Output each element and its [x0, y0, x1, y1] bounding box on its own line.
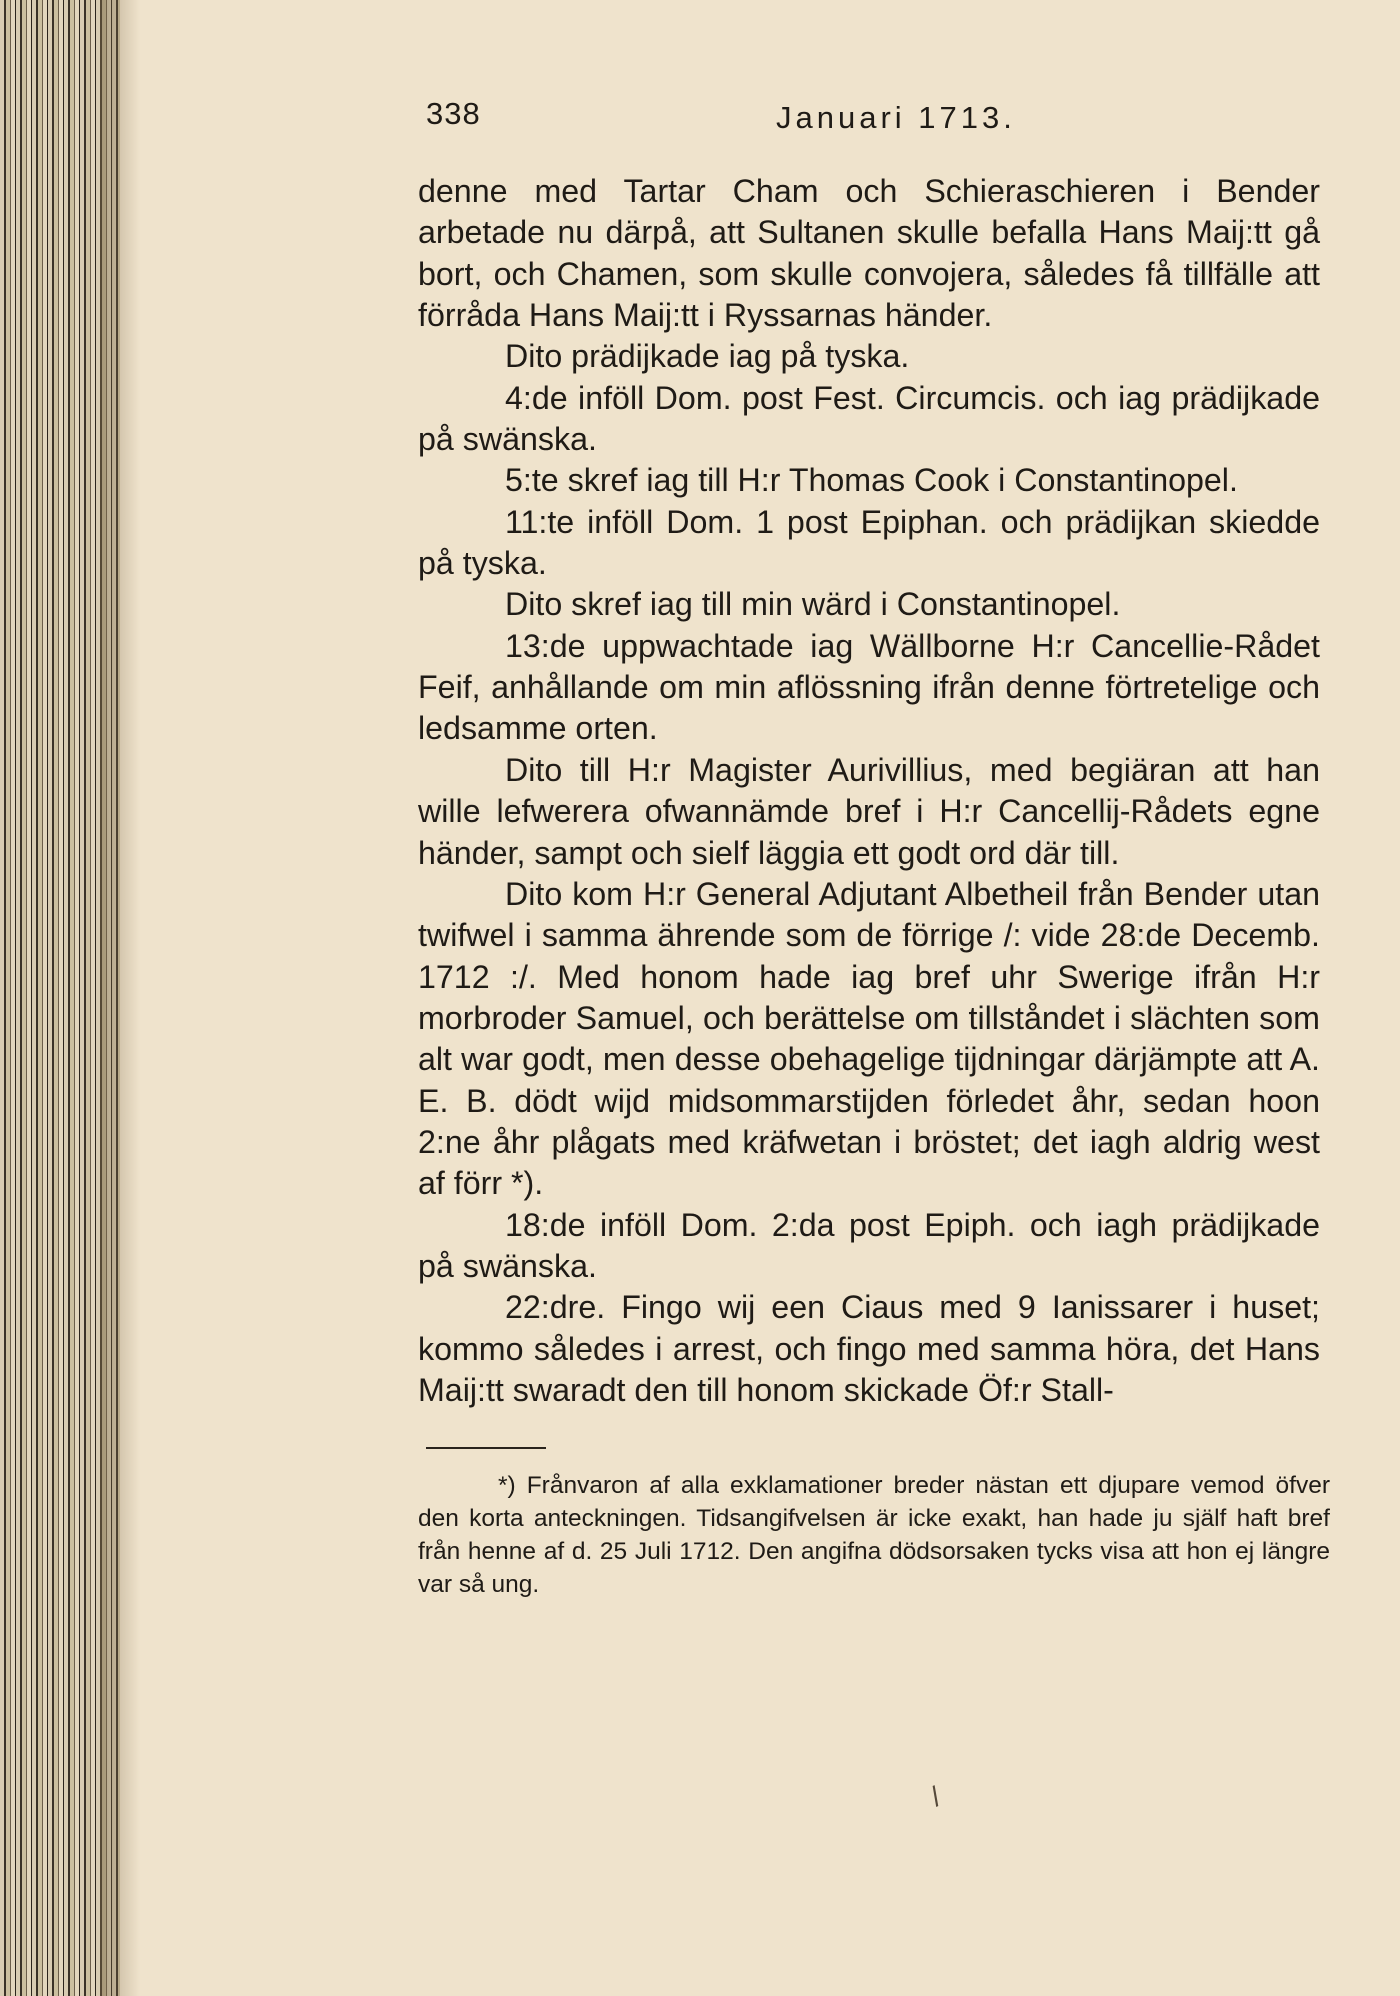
pencil-mark: /: [925, 1780, 946, 1813]
footnote: *) Frånvaron af alla exklamationer breder nästan ett djupare vemod öfver den korta anteckningen. Tidsangifvelsen är icke exakt, han hade ju själf haft bref från henne af d. 25 Juli 1712. Den angifna dödsorsaken tycks visa att hon ej längre var så ung.: [418, 1472, 1330, 1599]
paragraph: 18:de inföll Dom. 2:da post Epiph. och iagh prädijkade på swänska.: [418, 1206, 1320, 1284]
gutter-shadow: [100, 0, 140, 1996]
book-page: [418, 96, 1338, 1601]
paragraph: Dito prädijkade iag på tyska.: [505, 338, 910, 375]
page-number: 338: [426, 96, 481, 131]
paragraph: Dito till H:r Magister Aurivillius, med begiäran att han wille lefwerera ofwannämde bref i H:r Cancellij-Rådets egne händer, sampt och sielf läggia ett godt ord där till.: [418, 751, 1320, 871]
body-text: [418, 171, 1320, 1411]
page-header: [418, 96, 1338, 146]
paragraph: 4:de inföll Dom. post Fest. Circumcis. och iag prädijkade på swänska.: [418, 379, 1320, 458]
paragraph: 22:dre. Fingo wij een Ciaus med 9 Ianissarer i huset; kommo således i arrest, och fingo med samma höra, det Hans Maij:tt swaradt den till honom skickade Öf:r Stall-: [418, 1289, 1320, 1408]
paragraph: Dito kom H:r General Adjutant Albetheil från Bender utan twifwel i samma ährende som de förrige /: vide 28:de Decemb. 1712 :/. Med honom hade iag bref uhr Swerige ifrån H:r morbroder Samuel, och berättelse om tillståndet i slächten som alt war godt, men desse obehagelige tijdningar därjämpte att A. E. B. dödt wijd midsommarstijden förledet åhr, sedan hoon 2:ne åhr plågats med kräfwetan i bröstet; det iagh aldrig west af förr *).: [418, 875, 1320, 1202]
footnote-rule: [426, 1447, 546, 1449]
paragraph: 11:te inföll Dom. 1 post Epiphan. och prädijkan skiedde på tyska.: [418, 503, 1320, 582]
running-title: Januari 1713.: [776, 100, 1016, 135]
paragraph: Dito skref iag till min wärd i Constantinopel.: [505, 586, 1121, 623]
paragraph: denne med Tartar Cham och Schieraschieren i Bender arbetade nu därpå, att Sultanen skulle befalla Hans Maij:tt gå bort, och Chamen, som skulle convojera, således få tillfälle att förråda Hans Maij:tt i Ryssarnas händer.: [418, 173, 1320, 334]
paragraph: 5:te skref iag till H:r Thomas Cook i Constantinopel.: [505, 462, 1238, 499]
paragraph: 13:de uppwachtade iag Wällborne H:r Cancellie-Rådet Feif, anhållande om min aflössning ifrån denne förtretelige och ledsamme orten.: [418, 627, 1320, 747]
